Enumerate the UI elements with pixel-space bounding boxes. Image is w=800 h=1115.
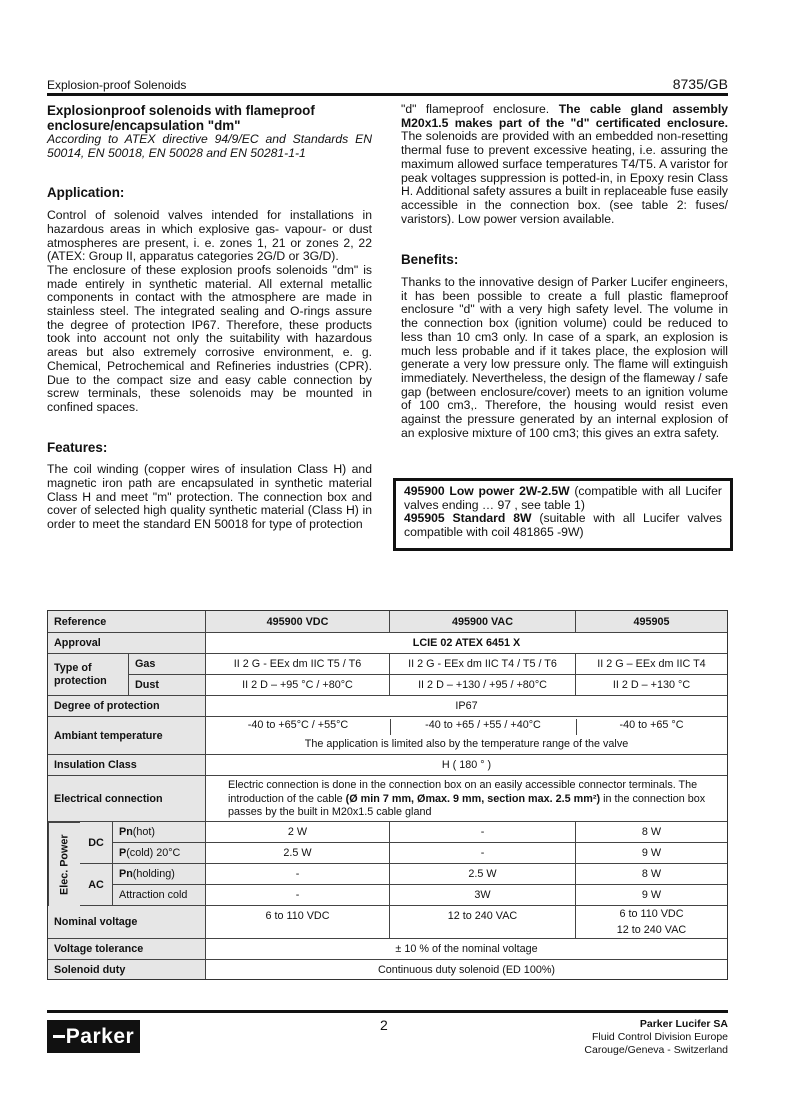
dust-value-vdc: II 2 D – +95 °C / +80°C (206, 675, 390, 696)
gas-value-vac: II 2 G - EEx dm IIC T4 / T5 / T6 (390, 654, 576, 675)
header-doc-code: 8735/GB (672, 76, 728, 92)
ambient-value-vdc: -40 to +65°C / +55°C (206, 719, 391, 735)
right-column (401, 103, 728, 440)
features-continued-lead: "d" flameproof enclosure. (401, 102, 550, 116)
footer-rule (47, 1010, 728, 1013)
power-row-label (113, 822, 206, 843)
parker-logo (47, 1020, 140, 1053)
row-label-insulation-class: Insulation Class (48, 755, 206, 776)
ambient-value-vac: -40 to +65 / +55 / +40°C (390, 719, 577, 735)
power-value: 2.5 W (206, 843, 390, 864)
left-column (47, 103, 372, 532)
approval-value: LCIE 02 ATEX 6451 X (206, 633, 727, 654)
power-label-bold: P (119, 847, 127, 859)
features-continued-rest: The solenoids are provided with an embedded non-resetting thermal fuse to prevent excessive heating, i.e. assuring the maximum allowed surface temperatures T4/T5. A varistor for peak voltages suppression is potted-in, in Epoxy resin Class H. Additional safety assures a built in replaceable fuse easily accessible in the connection box. (see table 2: fuses/ varistors). Low power version available. (401, 129, 728, 226)
row-label-approval: Approval (48, 633, 206, 654)
insulation-value: H ( 180 ° ) (206, 755, 727, 776)
tolerance-value: ± 10 % of the nominal voltage (206, 939, 727, 960)
doc-title: Explosionproof solenoids with flameproof enclosure/encapsulation "dm" (47, 103, 315, 133)
power-row-label (113, 843, 206, 864)
row-label-electrical-connection: Electrical connection (48, 776, 206, 822)
doc-subtitle: According to ATEX directive 94/9/EC and Standards EN 50014, EN 50018, EN 50028 and EN 50281-1-1 (47, 132, 372, 160)
ambient-note: The application is limited also by the temperature range of the valve (304, 738, 629, 750)
dust-value-495905: II 2 D – +130 °C (576, 675, 727, 696)
footer-address (584, 1018, 728, 1057)
row-label-solenoid-duty: Solenoid duty (48, 960, 206, 979)
power-value: - (206, 864, 390, 885)
row-label-dust: Dust (129, 675, 206, 696)
column-header-vdc: 495900 VDC (206, 611, 390, 633)
power-value: 2 W (206, 822, 390, 843)
degree-value: IP67 (206, 696, 727, 717)
power-label-bold: Pn (119, 826, 133, 838)
note-line1-rest: (compatible with all Lucifer valves ending … 97 , see table 1) (404, 484, 722, 512)
application-paragraph-1: Control of solenoid valves intended for installations in hazardous areas in which explosive gas- vapour- or dust atmospheres are present, i. e. zones 1, 21 or zones 2, 22 (ATEX: Group II, apparatus categories 2G/D or 3G/D). (47, 208, 372, 264)
logo-bar-icon (53, 1035, 65, 1038)
benefits-heading: Benefits: (401, 252, 459, 268)
benefits-paragraph: Thanks to the innovative design of Parker Lucifer engineers, it has been possible to create a full plastic flameproof enclosure "d" with a very high safety level. The volume in the connection box (ignition volume) could be reduced to less than 10 cm3 only. In case of a spark, an explosion is much less probable and if it takes place, the explosion will generate a very low pressure only. The flame will extinguish immediately. Nevertheless, the design of the flameway / safe gap (between enclosure/cover) meets to an ignition volume of 100 cm3,. Therefore, the housing would resist even against the pressure generated by an internal explosion of an explosive mixture of 100 cm3; this gives an extra safety. (401, 275, 728, 440)
nominal-value-495905 (576, 906, 727, 939)
row-label-ambient-temperature: Ambiant temperature (48, 717, 206, 755)
features-paragraph: The coil winding (copper wires of insulation Class H) and magnetic iron path are encapsulated in synthetic material Class H and meet "m" protection. The connection box and cover of selected high quality synthetic material (Class H) in order to meet the standard EN 50018 for type of protection (47, 462, 372, 532)
dust-value-vac: II 2 D – +130 / +95 / +80°C (390, 675, 576, 696)
application-paragraph-2: The enclosure of these explosion proofs solenoids "dm" is made entirely in synthetic material. All external metallic components in contact with the atmosphere are made in stainless steel. The integrated sealing and O-rings assure the degree of protection IP67. Therefore, these products took into account not only the suitability with hazardous areas but also extremely corrosive environment, e. g. Chemical, Petrochemical and Refineries industries (CPR). Due to the compact size and easy cable connection by screw terminals, these solenoids may be mounted in confined spaces. (47, 262, 372, 414)
features-heading: Features: (47, 439, 108, 455)
power-label-bold: Pn (119, 868, 133, 880)
row-label-dc: DC (80, 822, 113, 864)
row-label-gas: Gas (129, 654, 206, 675)
nominal-value-495905-ac: 12 to 240 VAC (616, 924, 687, 936)
row-label-reference: Reference (48, 611, 206, 633)
ambient-cell (206, 717, 727, 755)
power-value: 8 W (576, 864, 727, 885)
nominal-value-495905-dc: 6 to 110 VDC (619, 908, 684, 920)
footer-location: Carouge/Geneva - Switzerland (584, 1044, 728, 1056)
power-value: 3W (390, 885, 576, 906)
application-heading: Application: (47, 185, 125, 201)
note-line2-rest: (suitable with all Lucifer valves compatible with coil 481865 -9W) (404, 511, 722, 540)
row-label-elec-power: Elec. Power (48, 822, 80, 906)
product-note-box (393, 478, 733, 551)
footer-division: Fluid Control Division Europe (592, 1031, 728, 1043)
gas-value-495905: II 2 G – EEx dm IIC T4 (576, 654, 727, 675)
row-label-nominal-voltage: Nominal voltage (48, 906, 206, 939)
spec-table (47, 610, 728, 980)
header-rule (47, 93, 728, 96)
duty-value: Continuous duty solenoid (ED 100%) (206, 960, 727, 979)
features-continued (401, 103, 728, 226)
row-label-voltage-tolerance: Voltage tolerance (48, 939, 206, 960)
power-row-label (113, 864, 206, 885)
power-label-rest: (holding) (132, 868, 175, 880)
power-value: 8 W (576, 822, 727, 843)
row-label-degree-of-protection: Degree of protection (48, 696, 206, 717)
ambient-value-495905: -40 to +65 °C (619, 719, 684, 731)
column-header-vac: 495900 VAC (390, 611, 576, 633)
power-label-rest: Attraction cold (119, 889, 188, 901)
power-value: - (390, 822, 576, 843)
logo-text: Parker (65, 1024, 135, 1048)
note-line1-bold: 495900 Low power 2W-2.5W (404, 484, 570, 498)
nominal-value-vac: 12 to 240 VAC (390, 906, 576, 939)
power-value: 9 W (576, 843, 727, 864)
electrical-text-post: in the connection box passes by the built in M20x1.5 cable gland (228, 792, 706, 818)
row-label-ac: AC (80, 864, 113, 906)
power-value: - (206, 885, 390, 906)
power-label-rest: (hot) (132, 826, 155, 838)
electrical-value (206, 776, 727, 822)
power-value: 9 W (576, 885, 727, 906)
gas-value-vdc: II 2 G - EEx dm IIC T5 / T6 (206, 654, 390, 675)
power-label-rest: (cold) 20°C (126, 847, 181, 859)
power-value: 2.5 W (390, 864, 576, 885)
electrical-text-bold: (Ø min 7 mm, Ømax. 9 mm, section max. 2.5 mm²) (345, 792, 601, 805)
row-label-type-of-protection: Type of protection (48, 654, 129, 696)
footer-company: Parker Lucifer SA (639, 1018, 728, 1030)
page-number: 2 (380, 1017, 388, 1033)
header-section-title: Explosion-proof Solenoids (47, 78, 187, 92)
electrical-text-pre: Electric connection is done in the connection box on an easily accessible connector terminals. The introduction of the cable (228, 779, 698, 805)
nominal-value-vdc: 6 to 110 VDC (206, 906, 390, 939)
power-value: - (390, 843, 576, 864)
column-header-495905: 495905 (576, 611, 727, 633)
note-line2-bold: 495905 Standard 8W (404, 511, 532, 526)
power-row-label (113, 885, 206, 906)
features-continued-bold: The cable gland assembly M20x1.5 makes part of the "d" certificated enclosure. (401, 102, 729, 130)
